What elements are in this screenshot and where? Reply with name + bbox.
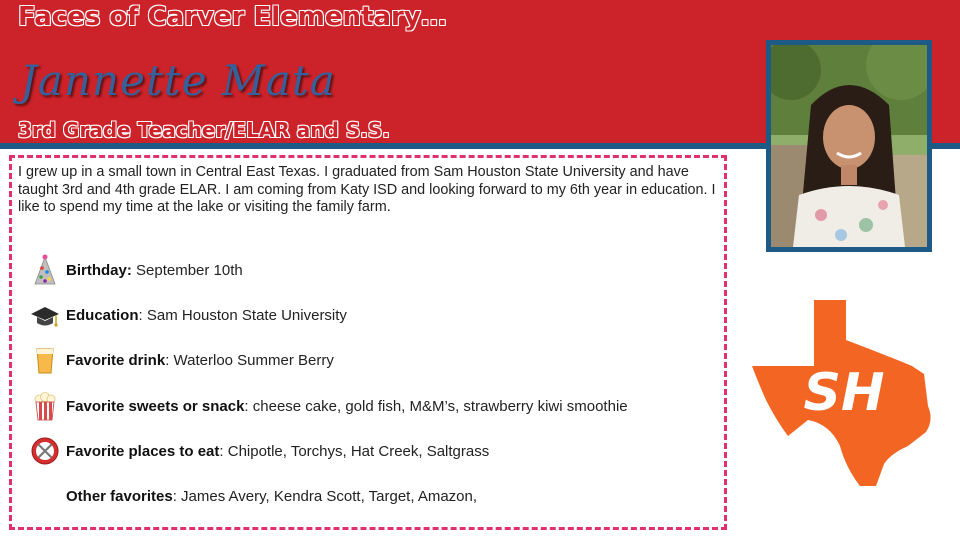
fact-text <box>66 352 334 369</box>
fact-row-other <box>30 479 720 513</box>
fact-text <box>66 307 347 324</box>
fact-label: Birthday: <box>66 261 132 279</box>
page-title: Faces of Carver Elementary… <box>18 2 447 32</box>
fact-row-sweets <box>30 389 720 423</box>
fact-value: : Chipotle, Torchys, Hat Creek, Saltgrass <box>219 442 490 460</box>
fact-icon-spacer <box>30 481 60 511</box>
popcorn-icon <box>30 391 60 421</box>
fact-value: : cheese cake, gold fish, M&M’s, strawberry kiwi smoothie <box>244 397 628 415</box>
party-hat-icon <box>30 255 60 285</box>
fact-label: Favorite sweets or snack <box>66 397 245 415</box>
teacher-name: Jannette Mata <box>20 56 336 105</box>
fact-value: : James Avery, Kendra Scott, Target, Amazon, <box>172 487 478 505</box>
graduation-cap-icon <box>30 300 60 330</box>
logo-text: SH <box>803 363 885 423</box>
fact-label: Education <box>66 306 139 324</box>
texas-shh-logo <box>748 296 938 492</box>
fact-text <box>66 488 477 505</box>
fact-row-education <box>30 298 720 332</box>
fact-label: Other favorites <box>66 487 173 505</box>
fact-row-places <box>30 434 720 468</box>
fact-text <box>66 262 243 279</box>
bio-paragraph: I grew up in a small town in Central East Texas. I graduated from Sam Houston State University and have taught 3rd and 4th grade ELAR. I am coming from Katy ISD and looking forward to my 6th year in education. I like to spend my time at the lake or visiting the family farm. <box>18 164 716 215</box>
teacher-photo-frame <box>766 40 932 252</box>
fact-row-drink <box>30 343 720 377</box>
fact-label: Favorite places to eat <box>66 442 220 460</box>
fact-row-birthday <box>30 253 720 287</box>
fact-value: : Sam Houston State University <box>138 306 347 324</box>
fact-text <box>66 443 489 460</box>
fact-text <box>66 398 628 415</box>
teacher-photo <box>771 45 927 247</box>
drink-glass-icon <box>30 345 60 375</box>
fact-value: : Waterloo Summer Berry <box>165 351 334 369</box>
fork-knife-icon <box>30 436 60 466</box>
fact-value: September 10th <box>131 261 243 279</box>
fact-label: Favorite drink <box>66 351 166 369</box>
teacher-role: 3rd Grade Teacher/ELAR and S.S. <box>18 118 390 142</box>
